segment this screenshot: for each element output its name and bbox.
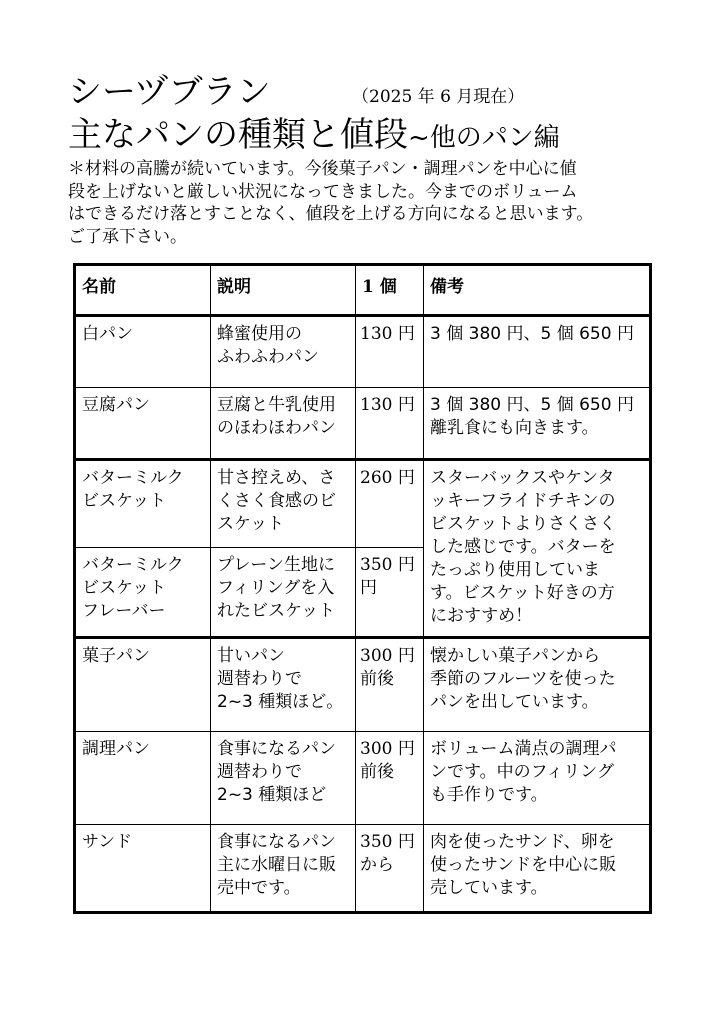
notice-line: はできるだけ落とすことなく、値段を上げる方向になると思います。 — [68, 204, 594, 224]
column-header-notes: 備考 — [424, 265, 651, 316]
bread-price: 130 円 — [356, 316, 424, 388]
table-row — [75, 460, 651, 548]
notice-line: ＊材料の高騰が続いています。今後菓子パン・調理パンを中心に値 — [68, 159, 577, 179]
bread-description: プレーン生地に フィリングを入 れたビスケット — [211, 548, 356, 638]
bread-notes: 3 個 380 円、5 個 650 円 — [424, 316, 651, 388]
bread-price: 260 円 — [356, 460, 424, 548]
page-title-sub: ~他のパン編 — [408, 123, 560, 153]
bread-notes: スターバックスやケンタ ッキーフライドチキンの ビスケットよりさくさく した感じです。バターを たっぷり使用していま す。ビスケット好きの方 におすすめ！ — [424, 460, 651, 638]
column-header-name: 名前 — [75, 265, 211, 316]
bread-name: 調理パン — [75, 732, 211, 825]
column-header-description: 説明 — [211, 265, 356, 316]
bread-price: 130 円 — [356, 388, 424, 460]
table-row — [75, 316, 651, 388]
bread-name: 白パン — [75, 316, 211, 388]
bread-description: 甘さ控えめ、さ くさく食感のビ スケット — [211, 460, 356, 548]
bread-name: サンド — [75, 825, 211, 913]
price-notice — [68, 158, 668, 248]
bread-description: 食事になるパン 主に水曜日に販 売中です。 — [211, 825, 356, 913]
bread-name: 菓子パン — [75, 638, 211, 732]
bread-description: 豆腐と牛乳使用 のほわほわパン — [211, 388, 356, 460]
bread-notes: ボリューム満点の調理パ ンです。中のフィリング も手作りです。 — [424, 732, 651, 825]
bread-price: 300 円 前後 — [356, 638, 424, 732]
bread-description: 蜂蜜使用の ふわふわパン — [211, 316, 356, 388]
bread-price-table — [73, 263, 652, 914]
bread-notes: 懐かしい菓子パンから 季節のフルーツを使った パンを出しています。 — [424, 638, 651, 732]
shop-name: シーヅブラン — [68, 72, 271, 112]
bread-description: 甘いパン 週替わりで 2~3 種類ほど。 — [211, 638, 356, 732]
table-row — [75, 732, 651, 825]
notice-line: 段を上げないと厳しい状況になってきました。今までのボリューム — [68, 181, 578, 202]
date-note: （2025 年 6 月現在） — [352, 87, 525, 107]
bread-notes: 肉を使ったサンド、卵を 使ったサンドを中心に販 売しています。 — [424, 825, 651, 913]
bread-price: 300 円 前後 — [356, 732, 424, 825]
table-header-row — [75, 265, 651, 316]
bread-price: 350 円 円 — [356, 548, 424, 638]
bread-name: バターミルク ビスケット フレーバー — [75, 548, 211, 638]
bread-price: 350 円 から — [356, 825, 424, 913]
bread-description: 食事になるパン 週替わりで 2~3 種類ほど — [211, 732, 356, 825]
notice-line: ご了承下さい。 — [68, 226, 187, 247]
page-title — [68, 114, 560, 159]
table-row — [75, 388, 651, 460]
table-row — [75, 825, 651, 913]
bread-name: 豆腐パン — [75, 388, 211, 460]
bread-name: バターミルク ビスケット — [75, 460, 211, 548]
table-row — [75, 638, 651, 732]
column-header-price: 1 個 — [356, 265, 424, 316]
bread-notes: 3 個 380 円、5 個 650 円 離乳食にも向きます。 — [424, 388, 651, 460]
page-title-main: 主なパンの種類と値段 — [68, 115, 408, 155]
